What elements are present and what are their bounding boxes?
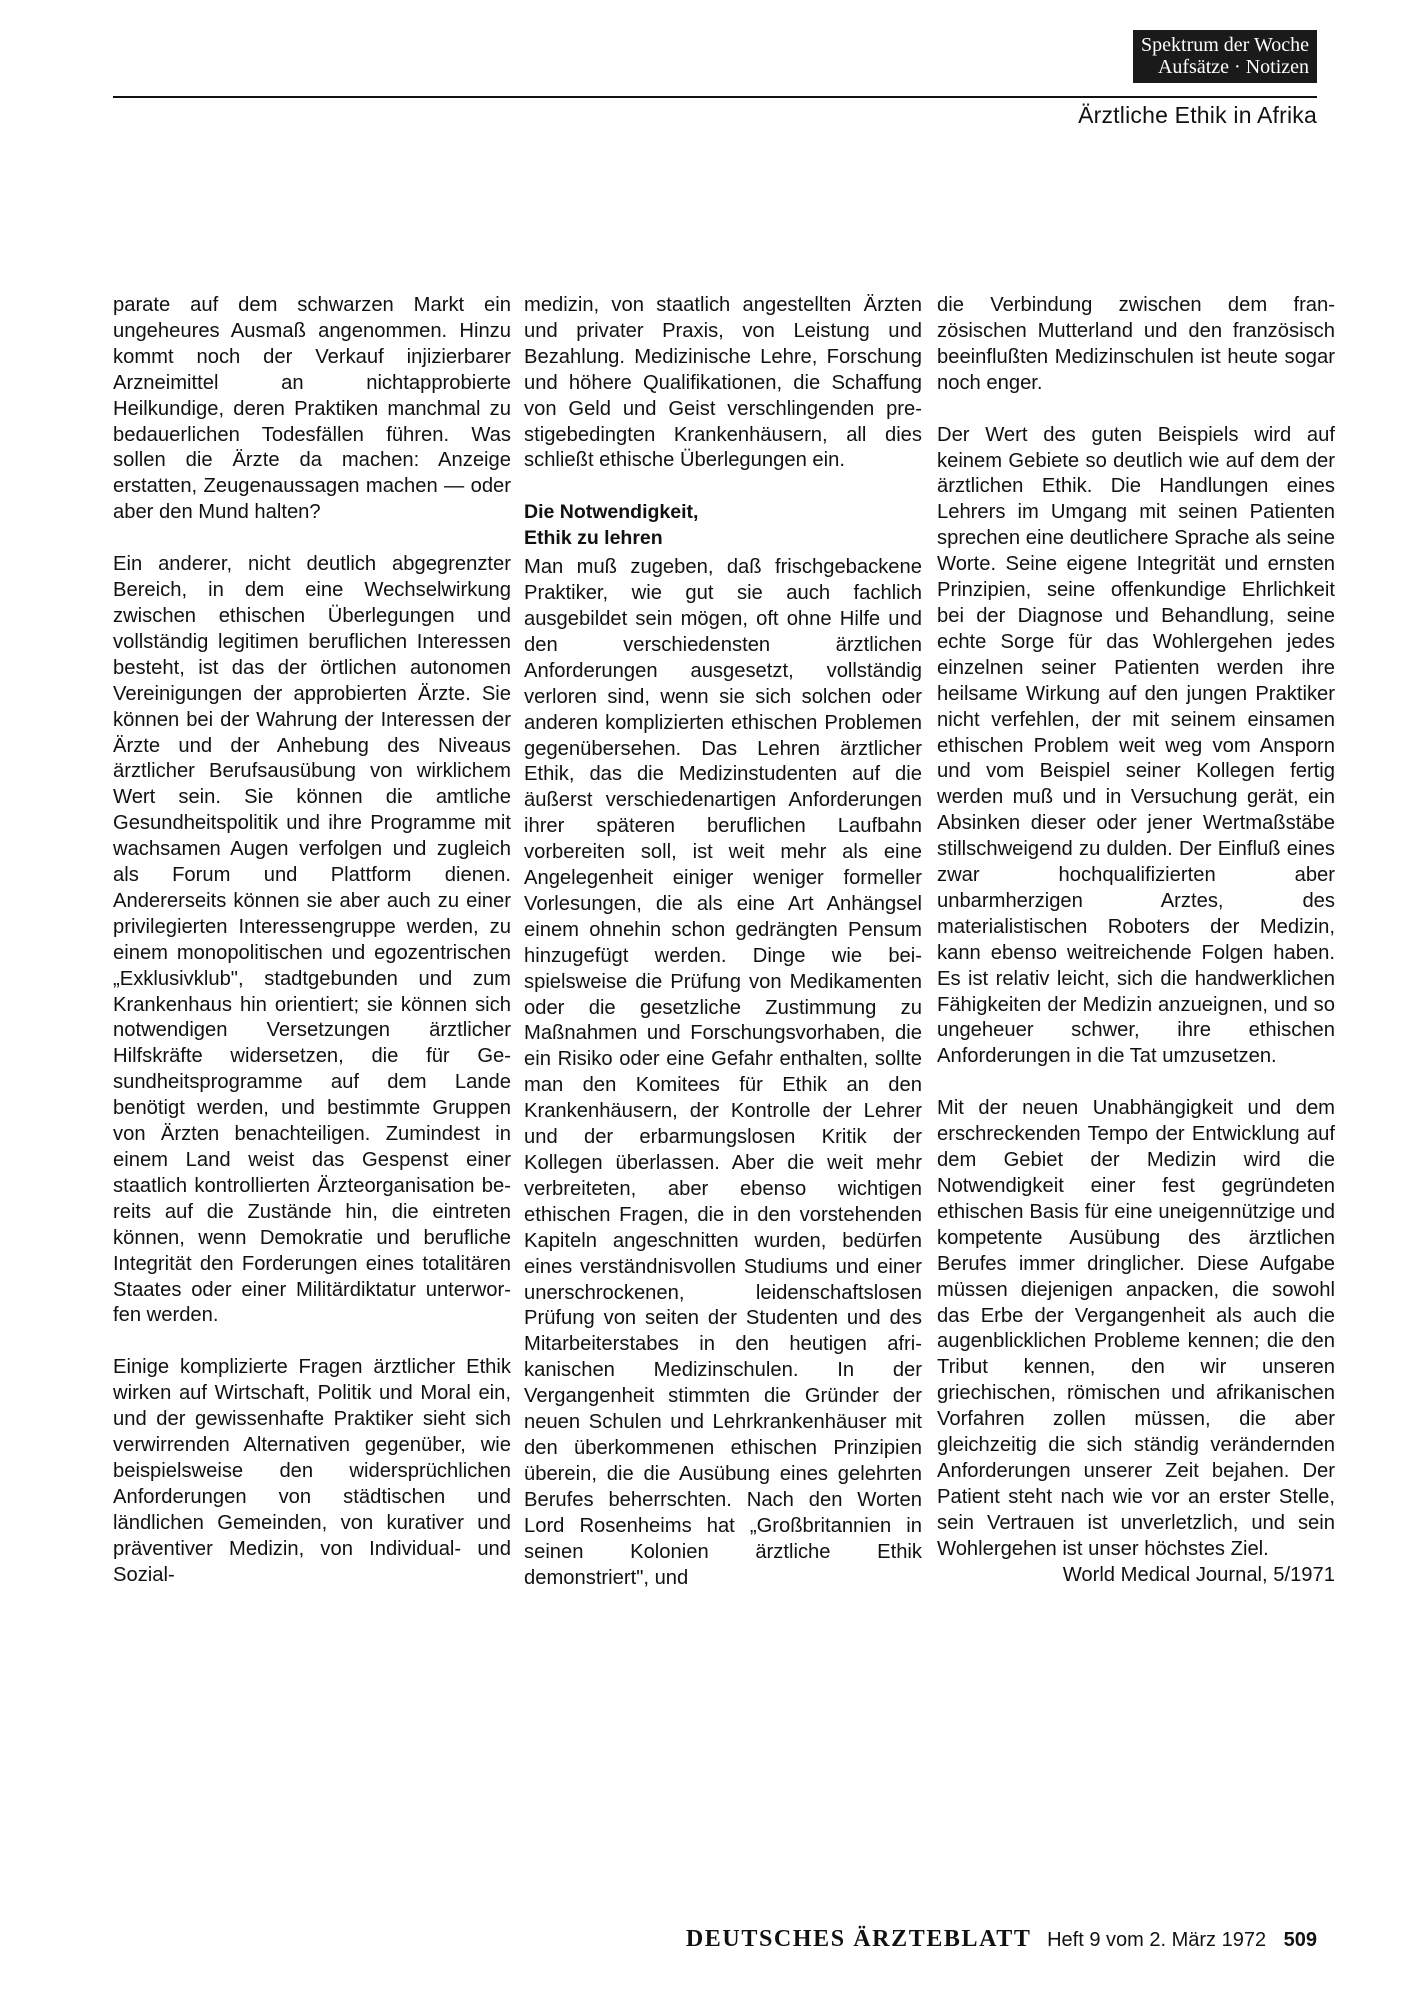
journal-name: DEUTSCHES ÄRZTEBLATT — [685, 1926, 1032, 1952]
paragraph: Einige komplizierte Fragen ärztlicher Ethik wirken auf Wirtschaft, Politik und Moral ein, und der gewissenhafte Praktiker sieht sich verwirrenden Alternativen gegenüber, wie beispielsweise den widersprüchlichen Anforderungen von städtischen und ländlichen Gemeinden, von kurativer und präventiver Medizin, von Individual- und Sozial- — [113, 1356, 511, 1586]
section-label — [1133, 30, 1317, 83]
page-footer — [686, 1926, 1317, 1953]
section-label-line1: Spektrum der Woche — [1141, 34, 1309, 56]
paragraph: parate auf dem schwarzen Markt ein ungeheures Ausmaß angenommen. Hinzu kommt noch der Verkauf injizierbarer Arzneimittel an nichtapprobierte Heilkundige, deren Praktiken manchmal zu bedauerlichen Todesfällen führen. Was sollen die Ärzte da machen: Anzeige erstatten, Zeugenaussagen machen — oder aber den Mund halten? — [113, 294, 511, 524]
text-column-2 — [524, 293, 922, 1591]
header-rule — [113, 96, 1317, 98]
page-number: 509 — [1283, 1929, 1317, 1951]
paragraph: Mit der neuen Unabhängigkeit und dem erschreckenden Tempo der Entwicklung auf dem Gebiet der Medizin wird die Notwendigkeit einer fest gegründeten ethischen Basis für eine uneigennützige und kompetente Ausübung des ärztlichen Berufes immer dringlicher. Diese Aufgabe müssen diejenigen anpacken, die sowohl das Erbe der Vergangenheit als auch die augenblicklichen Probleme kennen; die den Tribut kennen, den wir unseren griechischen, römischen und afrikanischen Vorfahren zollen müssen, die aber gleichzeitig die sich ständig verändernden Anforderungen unserer Zeit bejahen. Der Patient steht nach wie vor an erster Stelle, sein Vertrauen ist unverletzlich, und sein Wohlergehen ist unser höchstes Ziel. — [937, 1097, 1335, 1560]
article-title: Ärztliche Ethik in Afrika — [1078, 102, 1317, 128]
paragraph: medizin, von staatlich angestellten Ärzten und privater Praxis, von Leistung und Bezahlung. Medizinische Lehre, Forschung und höhere Qualifikationen, die Schaffung von Geld und Geist verschlingenden prestigebedingten Krankenhäusern, all dies schließt ethische Überlegungen ein. — [524, 294, 922, 472]
source-citation: World Medical Journal, 5/1971 — [1062, 1563, 1335, 1586]
paragraph: Ein anderer, nicht deutlich abgegrenzter Bereich, in dem eine Wechselwirkung zwischen ethischen Überlegungen und vollständig legitimen beruflichen Interessen besteht, ist das der örtlichen autonomen Vereinigungen der approbierten Ärzte. Sie können bei der Wahrung der Interessen der Ärzte und der Anhebung des Niveaus ärztlicher Berufsausübung von wirklichem Wert sein. Sie können die amtliche Gesundheitspolitik und ihre Programme mit wachsamen Augen verfolgen und zugleich als Forum und Plattform dienen. Andererseits können sie aber auch zu einer privilegierten Interessengruppe werden, zu einem monopolitischen und egozentrischen „Exklusivklub", stadtgebunden und zum Krankenhaus hin orientiert; sie können sich notwendigen Versetzungen ärztlicher Hilfskräfte widersetzen, die für Gesundheitsprogramme auf dem Lande benötigt werden, und bestimmte Gruppen von Ärzten benachteiligen. Zumindest in einem Land weist das Gespenst einer staatlich kontrollierten Ärzteorganisation bereits auf die Zustände hin, die eintreten können, wenn Demokratie und berufliche Integrität den Forderungen eines totalitären Staates oder einer Militärdiktatur unterworfen werden. — [113, 553, 511, 1327]
paragraph: die Verbindung zwischen dem französischen Mutterland und den französisch beeinflußten Medizinschulen ist heute sogar noch enger. — [937, 294, 1335, 394]
section-label-line2: Aufsätze · Notizen — [1157, 56, 1309, 78]
section-heading — [524, 500, 922, 552]
issue-info: Heft 9 vom 2. März 1972 — [1047, 1929, 1267, 1951]
section-heading-line2: Ethik zu lehren — [524, 527, 663, 550]
section-heading-line1: Die Notwendigkeit, — [524, 501, 699, 524]
paragraph: Der Wert des guten Beispiels wird auf keinem Gebiete so deutlich wie auf dem der ärztlichen Ethik. Die Handlungen eines Lehrers im Umgang mit seinen Patienten sprechen eine deutlichere Sprache als seine Worte. Seine eigene Integrität und ernsten Prinzipien, seine offenkundige Ehrlichkeit bei der Diagnose und Behandlung, seine echte Sorge für das Wohlergehen jedes einzelnen seiner Patienten werden ihre heilsame Wirkung auf den jungen Praktiker nicht verfehlen, der mit seinem einsamen ethischen Problem weit weg vom Ansporn und vom Beispiel seiner Kollegen fertig werden muß und in Versuchung gerät, ein Absinken dieser oder jener Wertmaßstäbe stillschweigend zu dulden. Der Einfluß eines zwar hochqualifizierten aber unbarmherzigen Arztes, des materialistischen Roboters der Medizin, kann ebenso weitreichende Folgen haben. Es ist relativ leicht, sich die handwerklichen Fähigkeiten der Medizin anzueignen, und so ungeheuer schwer, ihre ethischen Anforderungen in die Tat umzusetzen. — [937, 423, 1335, 1068]
paragraph: Man muß zugeben, daß frischgebackene Praktiker, wie gut sie auch fachlich ausgebildet sein mögen, oft ohne Hilfe und den verschiedensten ärztlichen Anforderungen ausgesetzt, vollständig verloren sind, wenn sie sich solchen oder anderen komplizierten ethischen Problemen gegenübersehen. Das Lehren ärztlicher Ethik, das die Medizinstudenten auf die äußerst verschiedenartigen Anforderungen ihrer späteren beruflichen Laufbahn vorbereiten soll, ist weit mehr als eine Angelegenheit einiger weniger formeller Vorlesungen, die als eine Art Anhängsel einem ohnehin schon gedrängten Pensum hinzugefügt werden. Dinge wie beispielsweise die Prüfung von Medikamenten oder die gesetzliche Zustimmung zu Maßnahmen und Forschungsvorhaben, die ein Risiko oder eine Gefahr enthalten, sollte man den Komitees für Ethik an den Krankenhäusern, der Kontrolle der Lehrer und der erbarmungslosen Kritik der Kollegen überlassen. Aber die weit mehr verbreiteten, aber ebenso wichtigen ethischen Fragen, die in den vorstehenden Kapiteln angeschnitten wurden, bedürfen eines verständnisvollen Studiums und einer unerschrockenen, leidenschaftslosen Prüfung von seiten der Studenten und des Mitarbeiterstabes in den heutigen afrikanischen Medizinschulen. In der Vergangenheit stimmten die Gründer der neuen Schulen und Lehrkrankenhäuser mit den überkommenen ethischen Prinzipien überein, die die Ausübung eines gelehrten Berufes beherrschten. Nach den Worten Lord Rosenheims hat „Großbritannien in seinen Kolonien ärztliche Ethik demonstriert", und — [524, 556, 922, 1589]
text-column-3 — [937, 293, 1335, 1589]
text-column-1 — [113, 293, 511, 1589]
